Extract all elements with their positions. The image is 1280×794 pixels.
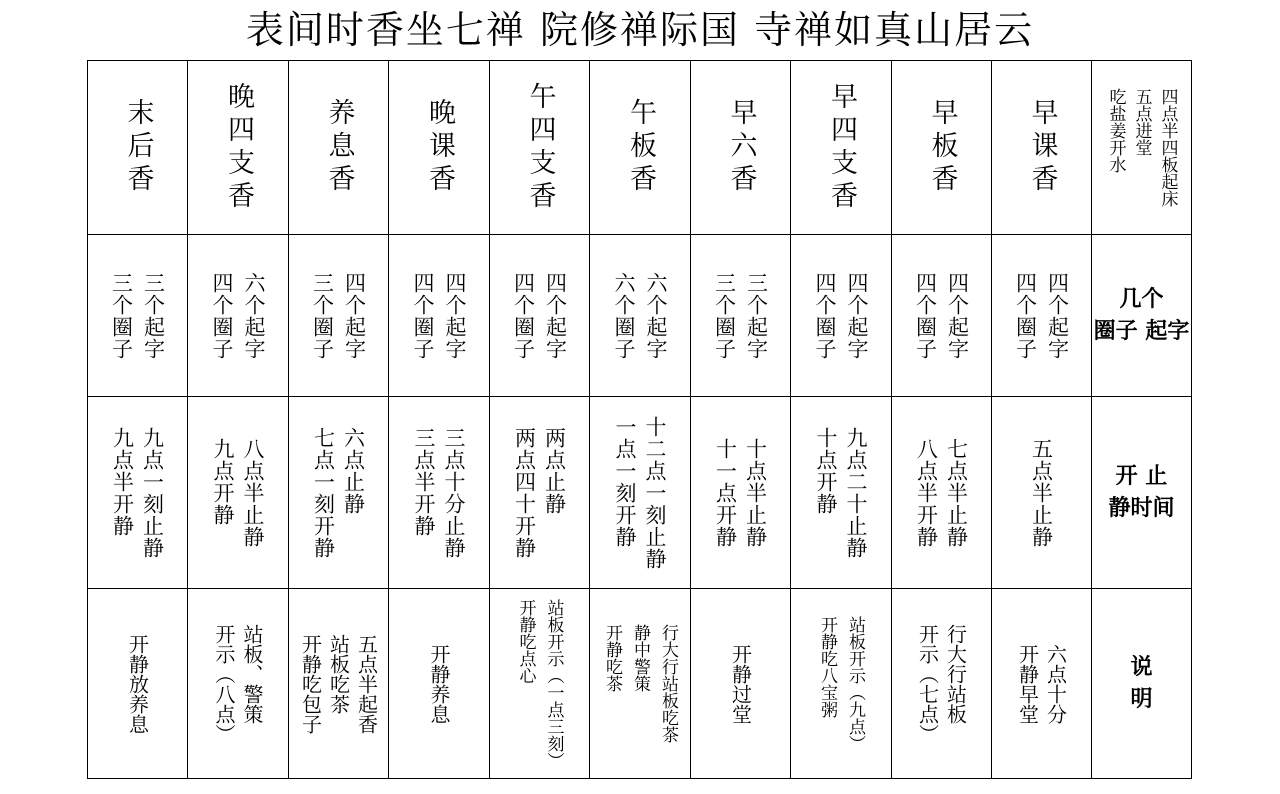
column-header: 早四支香 [791, 61, 892, 235]
page-title: 表间时香坐七禅 院修禅际国 寺禅如真山居云 [245, 8, 1035, 52]
table-cell: 四个起字 四个圈子 [992, 235, 1092, 397]
row-label-count: 几个 圈子 起字 [1092, 235, 1192, 397]
table-cell: 六个起字 六个圈子 [590, 235, 691, 397]
table-cell: 开静养息 [389, 589, 490, 779]
column-header: 末后香 [88, 61, 188, 235]
table-cell: 四个起字 四个圈子 [389, 235, 490, 397]
column-header: 早六香 [691, 61, 791, 235]
table-cell: 三点十分止静 三点半开静 [389, 397, 490, 589]
table-cell: 五点半止静 [992, 397, 1092, 589]
table-cell: 三个起字 三个圈子 [88, 235, 188, 397]
count-row [88, 235, 1192, 397]
table-cell: 四个起字 四个圈子 [791, 235, 892, 397]
column-header: 午四支香 [490, 61, 590, 235]
row-label-times: 开 止 静时间 [1092, 397, 1192, 589]
table-cell: 开静过堂 [691, 589, 791, 779]
column-header: 养息香 [289, 61, 389, 235]
table-cell: 十二点一刻止静 一点一刻开静 [590, 397, 691, 589]
column-header: 晚课香 [389, 61, 490, 235]
table-cell: 站板开示（一点三刻） 开静吃点心 [490, 589, 590, 779]
schedule-table [87, 60, 1192, 779]
corner-header: 四点半四板起床 五点进堂 吃盐姜开水 [1092, 61, 1192, 235]
table-cell: 行大行站板吃茶 静中警策 开静吃茶 [590, 589, 691, 779]
table-cell: 三个起字 三个圈子 [691, 235, 791, 397]
column-header: 早板香 [892, 61, 992, 235]
table-cell: 九点一刻止静 九点半开静 [88, 397, 188, 589]
table-cell: 站板开示（九点） 开静吃八宝粥 [791, 589, 892, 779]
table-cell: 行大行站板 开示（七点） [892, 589, 992, 779]
table-cell: 六个起字 四个圈子 [188, 235, 289, 397]
table-cell: 五点半起香 站板吃茶 开静吃包子 [289, 589, 389, 779]
table-cell: 两点止静 两点四十开静 [490, 397, 590, 589]
table-cell: 八点半止静 九点开静 [188, 397, 289, 589]
table-cell: 四个起字 四个圈子 [892, 235, 992, 397]
column-header: 晚四支香 [188, 61, 289, 235]
table-cell: 七点半止静 八点半开静 [892, 397, 992, 589]
notes-row [88, 589, 1192, 779]
table-cell: 站板、警策 开示（八点） [188, 589, 289, 779]
row-label-notes: 说 明 [1092, 589, 1192, 779]
header-row [88, 61, 1192, 235]
table-cell: 九点二十止静 十点开静 [791, 397, 892, 589]
column-header: 午板香 [590, 61, 691, 235]
table-cell: 六点止静 七点一刻开静 [289, 397, 389, 589]
table-cell: 四个起字 三个圈子 [289, 235, 389, 397]
table-cell: 六点十分 开静早堂 [992, 589, 1092, 779]
column-header: 早课香 [992, 61, 1092, 235]
table-cell: 开静放养息 [88, 589, 188, 779]
table-cell: 四个起字 四个圈子 [490, 235, 590, 397]
times-row [88, 397, 1192, 589]
table-cell: 十点半止静 十一点开静 [691, 397, 791, 589]
